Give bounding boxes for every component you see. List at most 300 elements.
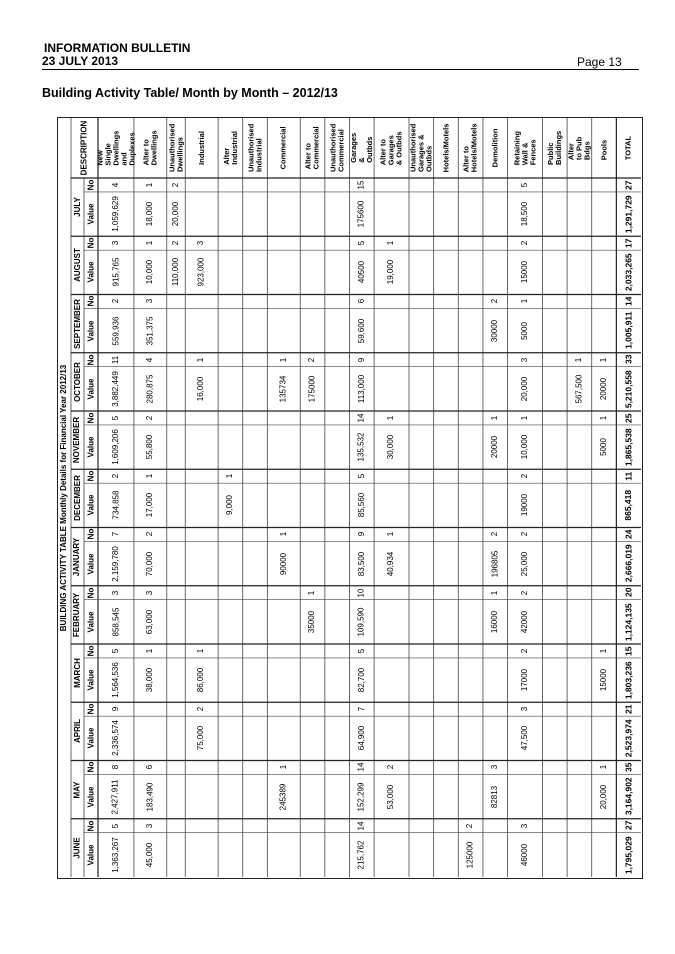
- value-cell: [185, 250, 218, 294]
- count-cell: [300, 353, 325, 367]
- value-cell-text: 47,500: [519, 726, 529, 751]
- value-cell-text: 40500: [356, 261, 366, 284]
- count-cell: [98, 819, 134, 833]
- count-cell: [349, 644, 374, 658]
- count-cell: [508, 586, 543, 600]
- value-cell: [508, 250, 543, 294]
- value-cell-text: 858,545: [110, 607, 120, 637]
- value-cell: [374, 541, 409, 585]
- value-cell-text: 5000: [519, 321, 529, 340]
- value-cell-text: 20000: [599, 377, 609, 400]
- value-subheader-text: Value: [86, 844, 95, 866]
- value-cell-text: 196805: [490, 550, 500, 577]
- value-cell: [508, 308, 543, 352]
- value-cell: [267, 367, 300, 411]
- table-caption-text: BUILDING ACTIVITY TABLE Monthly Details for Financial Year 2012/13: [59, 364, 69, 631]
- value-cell: [508, 367, 543, 411]
- count-cell: [508, 528, 543, 542]
- count-cell-text: 6: [145, 765, 155, 770]
- value-cell: [508, 658, 543, 702]
- count-cell: [616, 469, 641, 483]
- count-cell: [483, 586, 508, 600]
- count-cell: [98, 586, 134, 600]
- value-cell-text: 42000: [519, 610, 529, 633]
- value-cell-text: 59,600: [356, 318, 366, 343]
- row-desc-0: [95, 118, 136, 178]
- count-cell-text: 2: [465, 823, 475, 828]
- value-cell-text: 125000: [465, 841, 475, 869]
- count-cell-text: 2: [386, 765, 396, 770]
- value-cell: [508, 192, 543, 236]
- header-rule: [42, 69, 639, 70]
- month-header-may-text: MAY: [72, 781, 82, 799]
- count-cell-text: 5: [110, 415, 120, 421]
- value-cell-text: 17,000: [145, 493, 155, 518]
- count-cell-text: 3: [110, 241, 120, 246]
- count-cell-text: 27: [623, 180, 634, 190]
- month-header-april: [71, 702, 84, 760]
- value-cell: [134, 483, 167, 527]
- count-cell: [134, 353, 167, 367]
- value-cell: [616, 600, 641, 644]
- value-subheader-text: Value: [86, 378, 95, 400]
- row-desc-11: [409, 118, 434, 178]
- value-cell-text: 113,000: [356, 374, 366, 404]
- count-cell-text: 1: [145, 182, 155, 188]
- value-cell-text: 915,765: [110, 257, 120, 287]
- bulletin-title: INFORMATION BULLETIN: [44, 41, 191, 55]
- month-header-november-text: NOVEMBER: [72, 417, 82, 464]
- value-cell: [349, 833, 374, 877]
- value-cell-text: 152,299: [356, 782, 366, 812]
- value-cell-text: 1,803,236: [623, 661, 634, 700]
- count-cell: [508, 353, 543, 367]
- value-cell: [458, 833, 483, 877]
- value-subheader-text: Value: [86, 203, 95, 225]
- no-subheader: [84, 761, 98, 775]
- count-cell-text: 25: [623, 413, 634, 423]
- count-cell: [508, 295, 543, 309]
- count-cell-text: 5: [356, 241, 366, 246]
- count-cell: [267, 353, 300, 367]
- value-cell-text: 351,375: [145, 316, 155, 346]
- value-cell-text: 64,900: [356, 726, 366, 751]
- count-cell-text: 1: [196, 648, 206, 654]
- count-cell-text: 2: [490, 532, 500, 537]
- count-cell: [134, 761, 167, 775]
- value-cell-text: 175000: [307, 375, 317, 403]
- count-cell: [349, 586, 374, 600]
- row-desc-19: [616, 118, 641, 178]
- row-description: Alter to Commercial: [303, 126, 321, 170]
- value-cell: [592, 658, 617, 702]
- count-cell: [134, 411, 167, 425]
- month-header-march: [71, 644, 84, 702]
- count-cell: [349, 469, 374, 483]
- value-subheader-text: Value: [86, 261, 95, 283]
- value-cell: [167, 250, 185, 294]
- row-description: New Single Dwellings and Duplexes: [95, 130, 136, 166]
- no-subheader: [84, 353, 98, 367]
- value-cell-text: 55,800: [145, 434, 155, 460]
- value-cell: [98, 833, 134, 877]
- count-cell-text: 1: [386, 241, 396, 246]
- value-cell-text: 280,875: [145, 374, 155, 404]
- value-cell: [349, 600, 374, 644]
- month-header-september-text: SEPTEMBER: [72, 298, 82, 349]
- value-subheader: [84, 716, 98, 760]
- no-subheader: [84, 586, 98, 600]
- value-cell: [374, 250, 409, 294]
- count-cell: [98, 469, 134, 483]
- count-cell: [185, 702, 218, 716]
- value-cell: [349, 541, 374, 585]
- no-subheader-text: No: [85, 470, 95, 482]
- value-cell-text: 567,500: [574, 374, 584, 404]
- value-cell-text: 2,666,019: [623, 544, 634, 583]
- value-cell-text: 2,336,574: [110, 720, 120, 757]
- value-cell-text: 1,865,538: [623, 428, 634, 467]
- value-cell-text: 2,427,911: [110, 779, 120, 815]
- value-cell-text: 30000: [490, 319, 500, 342]
- month-header-february: [71, 586, 84, 644]
- value-cell: [218, 483, 243, 527]
- value-cell-text: 5,210,558: [623, 369, 634, 408]
- no-subheader: [84, 644, 98, 658]
- count-cell-text: 10: [356, 588, 366, 598]
- count-cell: [134, 295, 167, 309]
- count-cell: [616, 644, 641, 658]
- value-cell: [616, 541, 641, 585]
- count-cell-text: 6: [356, 299, 366, 304]
- row-desc-5: [243, 118, 268, 178]
- count-cell-text: 1: [599, 415, 609, 421]
- count-cell: [98, 644, 134, 658]
- count-cell: [134, 528, 167, 542]
- count-cell-text: 24: [623, 529, 634, 540]
- value-cell: [98, 250, 134, 294]
- month-header-october: [71, 353, 84, 411]
- value-cell-text: 2,033,265: [623, 253, 634, 292]
- value-cell: [374, 774, 409, 818]
- count-cell-text: 11: [623, 471, 634, 481]
- count-cell-text: 2: [170, 182, 180, 188]
- row-description: Alter to Pub Bdgs: [566, 136, 592, 161]
- count-cell: [134, 819, 167, 833]
- value-subheader: [84, 774, 98, 818]
- count-cell: [134, 178, 167, 192]
- count-cell: [349, 411, 374, 425]
- value-subheader-text: Value: [86, 436, 95, 458]
- row-desc-16: [542, 118, 567, 178]
- value-subheader-text: Value: [86, 553, 95, 575]
- value-cell-text: 20,000: [171, 201, 180, 227]
- row-description: Hotels/Motels: [441, 123, 451, 173]
- value-cell: [267, 774, 300, 818]
- count-cell: [483, 411, 508, 425]
- count-cell-text: 17: [623, 238, 634, 248]
- count-cell: [98, 761, 134, 775]
- value-cell: [616, 833, 641, 877]
- count-cell: [98, 528, 134, 542]
- count-cell: [483, 761, 508, 775]
- count-cell-text: 3: [519, 707, 529, 712]
- value-cell: [616, 425, 641, 469]
- value-cell: [508, 541, 543, 585]
- value-cell: [300, 367, 325, 411]
- value-cell: [592, 367, 617, 411]
- count-cell-text: 1: [599, 357, 609, 362]
- count-cell-text: 4: [145, 357, 155, 362]
- row-description: Public Buildings: [545, 130, 563, 166]
- month-header-december: [71, 469, 84, 527]
- value-cell-text: 86,000: [196, 667, 206, 693]
- no-subheader: [84, 236, 98, 250]
- value-cell: [349, 425, 374, 469]
- value-cell-text: 10,000: [519, 434, 529, 460]
- row-description: Garages & Outbds: [348, 132, 374, 164]
- value-cell-text: 109,590: [356, 607, 366, 637]
- count-cell-text: 1: [145, 241, 155, 246]
- row-description: Demolition: [490, 128, 500, 168]
- count-cell-text: 11: [110, 355, 120, 364]
- month-header-january: [71, 528, 84, 586]
- count-cell-text: 15: [623, 646, 634, 656]
- row-desc-15: [508, 118, 543, 178]
- row-description: Alter to Dwellings: [141, 130, 159, 166]
- count-cell: [267, 761, 300, 775]
- count-cell-text: 2: [519, 474, 529, 479]
- count-cell: [616, 702, 641, 716]
- count-cell: [98, 353, 134, 367]
- value-cell-text: 135734: [278, 375, 288, 403]
- count-cell-text: 1: [490, 590, 500, 595]
- value-subheader: [84, 250, 98, 294]
- row-desc-4: [218, 118, 243, 178]
- count-cell: [508, 236, 543, 250]
- value-cell: [98, 192, 134, 236]
- no-subheader: [84, 469, 98, 483]
- count-cell-text: 3: [145, 299, 155, 304]
- count-cell-text: 3: [196, 241, 206, 246]
- count-cell-text: 2: [490, 299, 500, 304]
- count-cell-text: 2: [519, 590, 529, 595]
- month-header-march-text: MARCH: [72, 658, 82, 689]
- value-subheader-text: Value: [86, 320, 95, 342]
- value-cell-text: 70,000: [145, 551, 155, 576]
- count-cell: [616, 353, 641, 367]
- value-cell-text: 3,164,902: [623, 777, 634, 816]
- count-cell: [300, 586, 325, 600]
- count-cell: [185, 353, 218, 367]
- value-cell-text: 40,934: [386, 551, 396, 576]
- value-cell-text: 20000: [490, 435, 500, 459]
- count-cell: [508, 469, 543, 483]
- value-cell-text: 19000: [519, 494, 529, 517]
- value-cell-text: 559,936: [110, 316, 120, 346]
- count-cell-text: 1: [599, 648, 609, 654]
- value-cell-text: 9,000: [225, 495, 235, 516]
- count-cell: [616, 761, 641, 775]
- value-cell: [185, 658, 218, 702]
- count-cell-text: 2: [110, 299, 120, 304]
- value-cell: [616, 716, 641, 760]
- value-cell-text: 38,000: [145, 667, 155, 693]
- row-desc-6: [267, 118, 300, 178]
- value-cell: [374, 425, 409, 469]
- value-cell: [349, 192, 374, 236]
- count-cell-text: 8: [110, 765, 120, 770]
- value-cell: [98, 425, 134, 469]
- row-description: Pools: [599, 139, 609, 161]
- no-subheader: [84, 819, 98, 833]
- count-cell-text: 2: [519, 532, 529, 537]
- count-cell: [616, 295, 641, 309]
- count-cell-text: 3: [519, 823, 529, 828]
- no-subheader-text: No: [85, 820, 95, 832]
- value-cell-text: 2,159,780: [110, 545, 120, 582]
- count-cell: [508, 178, 543, 192]
- bulletin-date: 23 JULY 2013: [42, 54, 119, 68]
- value-cell-text: 53,000: [386, 784, 396, 809]
- count-cell: [349, 819, 374, 833]
- count-cell: [349, 528, 374, 542]
- count-cell: [616, 819, 641, 833]
- value-cell: [134, 192, 167, 236]
- value-cell: [134, 367, 167, 411]
- value-cell: [185, 367, 218, 411]
- value-cell: [134, 658, 167, 702]
- row-desc-9: [349, 118, 374, 178]
- value-cell: [349, 716, 374, 760]
- count-cell-text: 1: [307, 590, 317, 595]
- no-subheader: [84, 702, 98, 716]
- value-cell: [483, 774, 508, 818]
- value-cell-text: 865,418: [623, 489, 634, 521]
- month-header-july: [71, 178, 84, 236]
- row-desc-3: [185, 118, 218, 178]
- row-description: Unauthorised Industrial: [246, 123, 264, 173]
- value-cell: [616, 250, 641, 294]
- page-number: Page 13: [577, 55, 622, 69]
- count-cell: [349, 295, 374, 309]
- value-cell: [483, 308, 508, 352]
- month-header-may: [71, 761, 84, 819]
- no-subheader-text: No: [85, 703, 95, 715]
- row-desc-13: [458, 118, 483, 178]
- value-cell-text: 1,005,911: [623, 311, 634, 350]
- row-desc-1: [134, 118, 167, 178]
- value-cell: [349, 483, 374, 527]
- value-cell: [508, 483, 543, 527]
- no-subheader-text: No: [85, 412, 95, 424]
- count-cell: [134, 586, 167, 600]
- value-cell: [508, 833, 543, 877]
- count-cell-text: 2: [519, 241, 529, 246]
- value-cell: [616, 367, 641, 411]
- no-subheader-text: No: [85, 529, 95, 540]
- value-subheader: [84, 600, 98, 644]
- value-cell: [134, 600, 167, 644]
- count-cell-text: 1: [574, 357, 584, 362]
- value-cell-text: 15000: [599, 668, 609, 692]
- value-cell: [349, 774, 374, 818]
- value-cell-text: 90000: [278, 552, 288, 575]
- no-subheader-text: No: [85, 179, 95, 191]
- count-cell-text: 5: [356, 648, 366, 654]
- row-description: Unauthorised Garages & Outbds: [408, 123, 434, 173]
- value-cell: [483, 425, 508, 469]
- count-cell: [592, 411, 617, 425]
- value-subheader: [84, 658, 98, 702]
- row-desc-17: [567, 118, 592, 178]
- value-cell: [98, 600, 134, 644]
- count-cell-text: 5: [110, 823, 120, 828]
- count-cell: [185, 236, 218, 250]
- count-cell-text: 9: [356, 357, 366, 362]
- count-cell-text: 2: [145, 532, 155, 537]
- count-cell-text: 14: [356, 763, 366, 772]
- value-cell-text: 25,000: [519, 551, 529, 576]
- count-cell-text: 1: [599, 765, 609, 770]
- value-cell: [616, 658, 641, 702]
- count-cell: [349, 702, 374, 716]
- count-cell-text: 20: [623, 588, 634, 598]
- value-cell-text: 923,000: [196, 257, 206, 287]
- month-header-october-text: OCTOBER: [72, 361, 82, 402]
- count-cell: [185, 644, 218, 658]
- count-cell-text: 1: [490, 415, 500, 421]
- row-description: Alter to Garages & Outbds: [378, 131, 404, 166]
- count-cell: [134, 644, 167, 658]
- row-desc-8: [325, 118, 350, 178]
- count-cell-text: 35: [623, 762, 634, 773]
- value-cell: [567, 367, 592, 411]
- value-cell: [508, 600, 543, 644]
- count-cell: [508, 644, 543, 658]
- month-header-december-text: DECEMBER: [72, 475, 82, 522]
- value-cell-text: 2,523,974: [623, 719, 634, 758]
- month-header-november: [71, 411, 84, 469]
- count-cell: [508, 702, 543, 716]
- count-cell: [508, 819, 543, 833]
- value-cell-text: 85,560: [356, 493, 366, 518]
- value-subheader: [84, 833, 98, 877]
- no-subheader: [84, 411, 98, 425]
- count-cell: [134, 236, 167, 250]
- value-cell: [98, 716, 134, 760]
- value-cell: [167, 192, 185, 236]
- value-subheader: [84, 425, 98, 469]
- count-cell: [616, 528, 641, 542]
- count-cell-text: 1: [145, 474, 155, 479]
- value-cell: [134, 425, 167, 469]
- value-cell: [134, 308, 167, 352]
- value-cell-text: 183,490: [145, 782, 155, 812]
- building-activity-table: [57, 117, 643, 879]
- count-cell: [374, 761, 409, 775]
- value-cell-text: 1,609,206: [110, 429, 120, 465]
- description-header-text: DESCRIPTION: [79, 120, 89, 176]
- count-cell: [483, 528, 508, 542]
- count-cell: [349, 178, 374, 192]
- value-cell-text: 17000: [519, 668, 529, 692]
- row-description: Retaining Wall & Fences: [512, 131, 537, 166]
- count-cell: [267, 528, 300, 542]
- month-header-february-text: FEBRUARY: [72, 592, 82, 637]
- row-desc-10: [374, 118, 409, 178]
- count-cell-text: 1: [278, 357, 288, 362]
